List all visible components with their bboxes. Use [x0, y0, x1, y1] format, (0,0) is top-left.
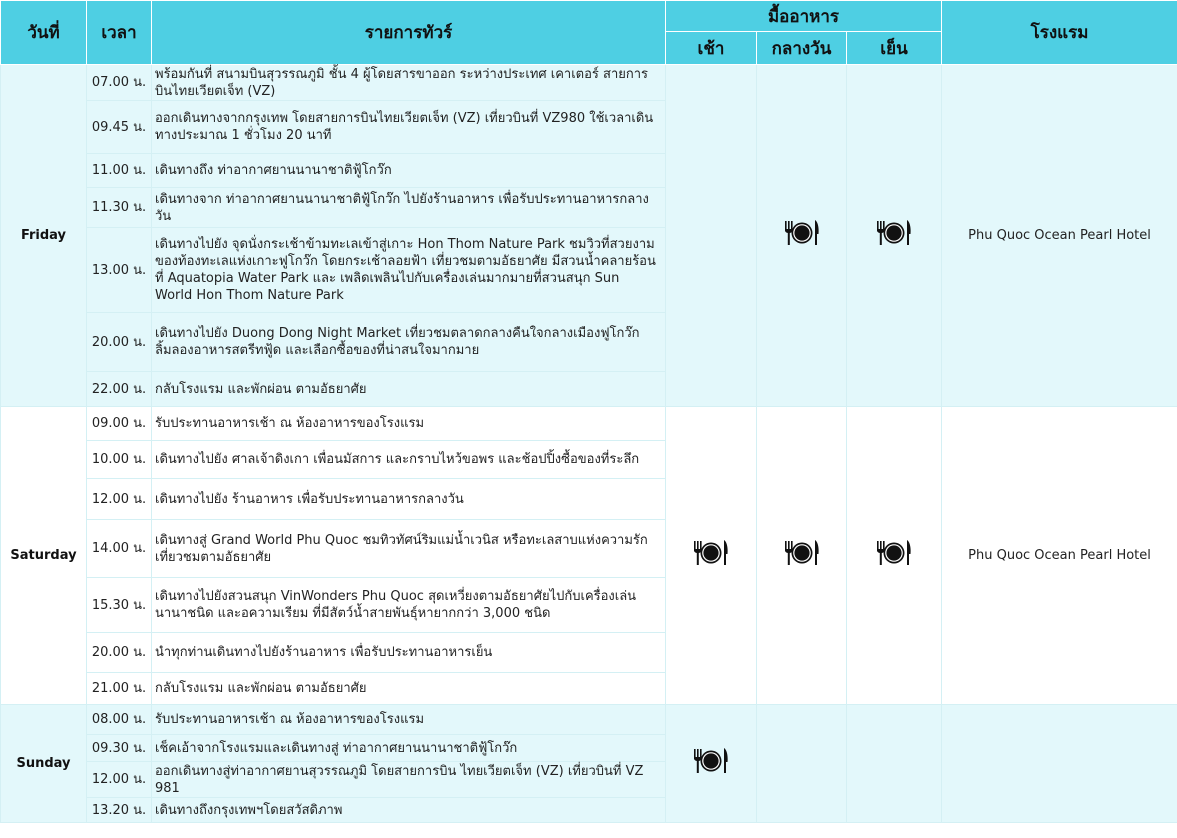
time-cell: 21.00 น. — [87, 673, 152, 705]
dinner-cell — [847, 65, 942, 407]
time-cell: 13.20 น. — [87, 798, 152, 823]
breakfast-cell — [666, 407, 757, 705]
time-cell: 09.00 น. — [87, 407, 152, 441]
plate-fork-knife-icon — [691, 746, 731, 776]
time-cell: 20.00 น. — [87, 313, 152, 372]
header-breakfast: เช้า — [666, 32, 757, 65]
time-cell: 14.00 น. — [87, 520, 152, 578]
lunch-cell — [757, 407, 847, 705]
description-cell: เดินทางสู่ Grand World Phu Quoc ชมทิวทัศน์ริมแม่น้ำเวนิส หรือทะเลสาบแห่งความรัก เที่ยวชมตามอัธยาศัย — [152, 520, 666, 578]
hotel-cell — [942, 705, 1177, 823]
header-time: เวลา — [87, 1, 152, 65]
description-cell: ออกเดินทางจากกรุงเทพ โดยสายการบินไทยเวียตเจ็ท (VZ) เที่ยวบินที่ VZ980 ใช้เวลาเดินทางประมาณ 1 ชั่วโมง 20 นาที — [152, 101, 666, 154]
time-cell: 22.00 น. — [87, 372, 152, 407]
time-cell: 15.30 น. — [87, 578, 152, 633]
plate-fork-knife-icon — [874, 538, 914, 568]
table-row — [1, 65, 1177, 101]
time-cell: 07.00 น. — [87, 65, 152, 101]
header-hotel: โรงแรม — [942, 1, 1177, 65]
description-cell: เดินทางจาก ท่าอากาศยานนานาชาติฟู้โกว๊ก ไปยังร้านอาหาร เพื่อรับประทานอาหารกลางวัน — [152, 188, 666, 228]
day-label: Saturday — [1, 407, 87, 705]
plate-fork-knife-icon — [691, 538, 731, 568]
hotel-cell: Phu Quoc Ocean Pearl Hotel — [942, 407, 1177, 705]
description-cell: รับประทานอาหารเช้า ณ ห้องอาหารของโรงแรม — [152, 407, 666, 441]
table-row — [1, 705, 1177, 735]
time-cell: 09.45 น. — [87, 101, 152, 154]
description-cell: พร้อมกันที่ สนามบินสุวรรณภูมิ ชั้น 4 ผู้โดยสารขาออก ระหว่างประเทศ เคาเตอร์ สายการบินไทยเวียตเจ็ท (VZ) — [152, 65, 666, 101]
time-cell: 08.00 น. — [87, 705, 152, 735]
breakfast-cell — [666, 65, 757, 407]
header-program: รายการทัวร์ — [152, 1, 666, 65]
description-cell: กลับโรงแรม และพักผ่อน ตามอัธยาศัย — [152, 673, 666, 705]
description-cell: เช็คเอ้าจากโรงแรมและเดินทางสู่ ท่าอากาศยานนานาชาติฟู้โกว๊ก — [152, 735, 666, 762]
plate-fork-knife-icon — [782, 218, 822, 248]
description-cell: รับประทานอาหารเช้า ณ ห้องอาหารของโรงแรม — [152, 705, 666, 735]
header-day: วันที่ — [1, 1, 87, 65]
day-label: Friday — [1, 65, 87, 407]
lunch-cell — [757, 705, 847, 823]
dinner-cell — [847, 407, 942, 705]
table-row — [1, 407, 1177, 441]
header-lunch: กลางวัน — [757, 32, 847, 65]
day-saturday — [1, 407, 1177, 705]
description-cell: กลับโรงแรม และพักผ่อน ตามอัธยาศัย — [152, 372, 666, 407]
day-label: Sunday — [1, 705, 87, 823]
description-cell: ออกเดินทางสู่ท่าอากาศยานสุวรรณภูมิ โดยสายการบิน ไทยเวียตเจ็ท (VZ) เที่ยวบินที่ VZ 981 — [152, 762, 666, 798]
day-sunday — [1, 705, 1177, 823]
description-cell: เดินทางถึง ท่าอากาศยานนานาชาติฟู้โกว๊ก — [152, 154, 666, 188]
time-cell: 10.00 น. — [87, 441, 152, 479]
description-cell: เดินทางไปยัง ศาลเจ้าดิงเกา เพื่อนมัสการ และกราบไหว้ขอพร และช้อปปิ้งซื้อของที่ระลึก — [152, 441, 666, 479]
description-cell: นำทุกท่านเดินทางไปยังร้านอาหาร เพื่อรับประทานอาหารเย็น — [152, 633, 666, 673]
description-cell: เดินทางไปยังสวนสนุก VinWonders Phu Quoc สุดเหวี่ยงตามอัธยาศัยไปกับเครื่องเล่นนานาชนิด และอความเรียม ที่มีสัตว์น้ำสายพันธุ์หายากกว่า 3,000 ชนิด — [152, 578, 666, 633]
time-cell: 12.00 น. — [87, 479, 152, 520]
description-cell: เดินทางไปยัง Duong Dong Night Market เที่ยวชมตลาดกลางคืนใจกลางเมืองฟูโกว๊ก ลิ้มลองอาหารสตรีทฟู้ด และเลือกซื้อของที่น่าสนใจมากมาย — [152, 313, 666, 372]
time-cell: 13.00 น. — [87, 228, 152, 313]
plate-fork-knife-icon — [874, 218, 914, 248]
plate-fork-knife-icon — [782, 538, 822, 568]
time-cell: 09.30 น. — [87, 735, 152, 762]
time-cell: 12.00 น. — [87, 762, 152, 798]
day-friday — [1, 65, 1177, 407]
description-cell: เดินทางไปยัง ร้านอาหาร เพื่อรับประทานอาหารกลางวัน — [152, 479, 666, 520]
hotel-cell: Phu Quoc Ocean Pearl Hotel — [942, 65, 1177, 407]
time-cell: 20.00 น. — [87, 633, 152, 673]
breakfast-cell — [666, 705, 757, 823]
time-cell: 11.00 น. — [87, 154, 152, 188]
header-meals: มื้ออาหาร — [666, 1, 942, 32]
time-cell: 11.30 น. — [87, 188, 152, 228]
description-cell: เดินทางถึงกรุงเทพฯโดยสวัสดิภาพ — [152, 798, 666, 823]
header-dinner: เย็น — [847, 32, 942, 65]
description-cell: เดินทางไปยัง จุดนั่งกระเช้าข้ามทะเลเข้าสู่เกาะ Hon Thom Nature Park ชมวิวที่สวยงามของท้องทะเลแห่งเกาะฟูโกว๊ก โดยกระเช้าลอยฟ้า เที่ยวชมตามอัธยาศัย มีสวนน้ำคลายร้อนที่ Aquatopia Water Park และ เพลิดเพลินไปกับเครื่องเล่นมากมายที่สวนสนุก Sun World Hon Thom Nature Park — [152, 228, 666, 313]
lunch-cell — [757, 65, 847, 407]
dinner-cell — [847, 705, 942, 823]
